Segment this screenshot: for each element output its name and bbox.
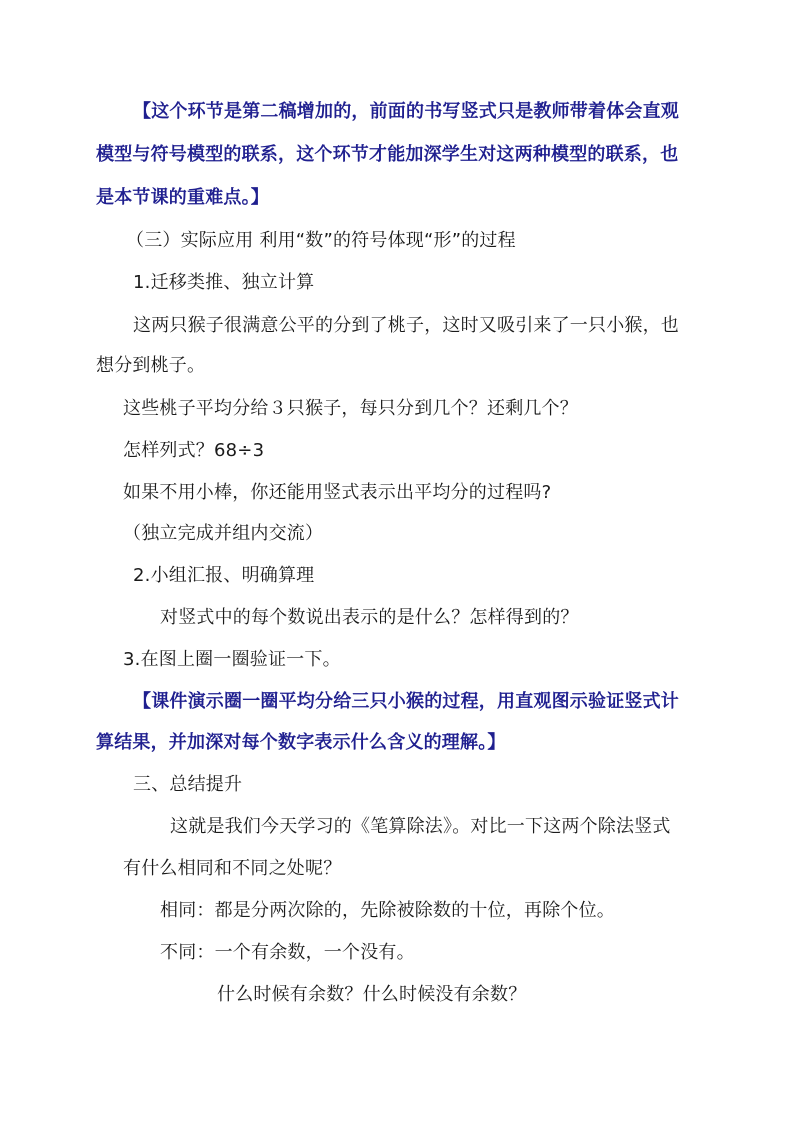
summary-question: 什么时候有余数？什么时候没有余数？ — [217, 984, 527, 1005]
note2-line2: 算结果，并加深对每个数字表示什么含义的理解。】 — [96, 732, 506, 753]
step2-title: 2.小组汇报、明确算理 — [133, 565, 315, 586]
step1-para-line2: 想分到桃子。 — [96, 355, 206, 376]
note1-line3: 是本节课的重难点。】 — [96, 187, 269, 208]
step1-para-line1: 这两只猴子很满意公平的分到了桃子，这时又吸引来了一只小猴，也 — [133, 315, 679, 336]
step2-question: 对竖式中的每个数说出表示的是什么？怎样得到的？ — [160, 607, 579, 628]
section3-heading: （三）实际应用 利用“数”的符号体现“形”的过程 — [126, 230, 516, 251]
step1-no-sticks: 如果不用小棒，你还能用竖式表示出平均分的过程吗? — [123, 482, 552, 503]
note2-line1: 【课件演示圈一圈平均分给三只小猴的过程，用直观图示验证竖式计 — [133, 691, 679, 712]
step3-title: 3.在图上圈一圈验证一下。 — [123, 649, 341, 670]
note1-line1: 【这个环节是第二稿增加的，前面的书写竖式只是教师带着体会直观 — [133, 101, 679, 122]
step1-formula — [123, 439, 264, 463]
note1-line2: 模型与符号模型的联系，这个环节才能加深学生对这两种模型的联系，也 — [96, 144, 679, 165]
step1-independent: （独立完成并组内交流） — [123, 523, 324, 544]
summary-heading: 三、总结提升 — [133, 774, 243, 795]
step1-title: 1.迁移类推、独立计算 — [133, 272, 315, 293]
summary-para-line1: 这就是我们今天学习的《笔算除法》。对比一下这两个除法竖式 — [170, 816, 671, 837]
summary-different: 不同：一个有余数，一个没有。 — [160, 942, 415, 963]
summary-para-line2: 有什么相同和不同之处呢？ — [123, 858, 342, 879]
formula-prefix: 怎样列式？ — [123, 440, 214, 461]
step1-question: 这些桃子平均分给３只猴子，每只分到几个？还剩几个？ — [123, 398, 578, 419]
summary-same: 相同：都是分两次除的，先除被除数的十位，再除个位。 — [160, 900, 615, 921]
formula-value: 68÷3 — [214, 440, 265, 461]
